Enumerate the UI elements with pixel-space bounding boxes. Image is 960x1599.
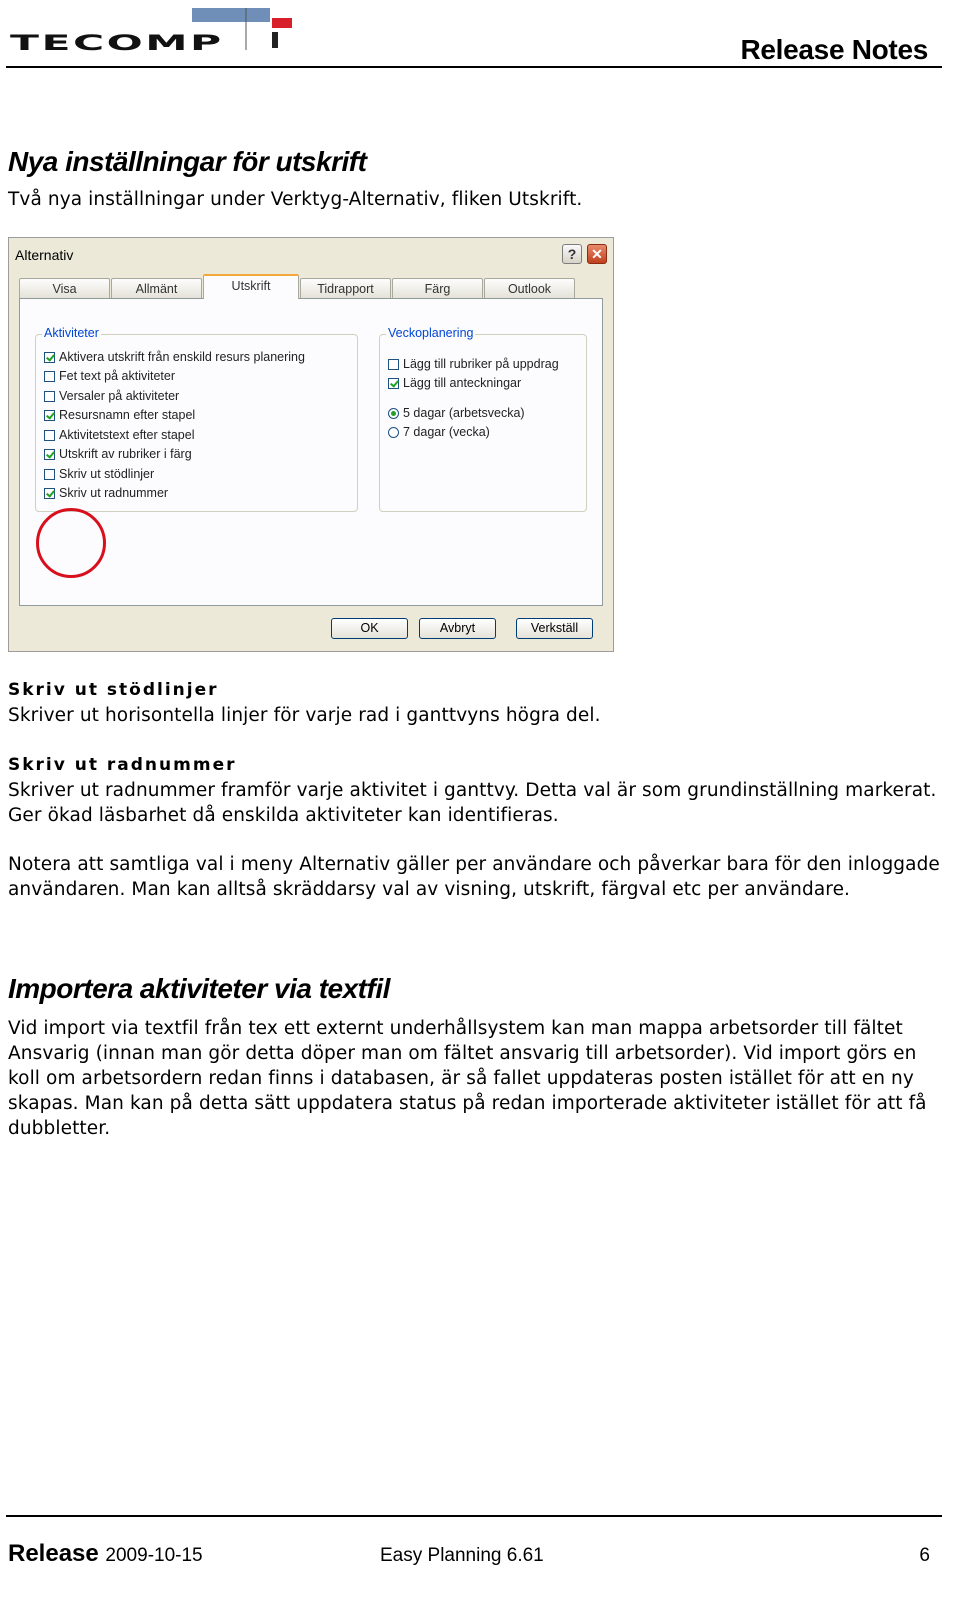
subheading-radnummer: Skriv ut radnummer bbox=[8, 755, 237, 775]
header-title: Release Notes bbox=[740, 34, 928, 65]
option-rubriker-farg[interactable] bbox=[44, 447, 192, 463]
footer-date: 2009-10-15 bbox=[105, 1545, 203, 1566]
apply-button[interactable]: Verkställ bbox=[516, 618, 593, 639]
help-icon[interactable]: ? bbox=[562, 244, 582, 264]
checkbox-icon[interactable] bbox=[44, 352, 55, 363]
footer-product: Easy Planning 6.61 bbox=[380, 1545, 544, 1566]
checkbox-icon[interactable] bbox=[44, 410, 55, 421]
option-rubriker-uppdrag[interactable] bbox=[388, 357, 559, 373]
option-label: Utskrift av rubriker i färg bbox=[59, 447, 192, 461]
checkbox-icon[interactable] bbox=[44, 430, 55, 441]
checkbox-icon[interactable] bbox=[44, 469, 55, 480]
group-title-veckoplanering: Veckoplanering bbox=[388, 326, 474, 340]
subheading-stodlinjer: Skriv ut stödlinjer bbox=[8, 680, 219, 700]
section-heading-print-settings: Nya inställningar för utskrift bbox=[8, 146, 367, 177]
footer-release bbox=[8, 1540, 203, 1568]
option-resursnamn[interactable] bbox=[44, 408, 195, 424]
tab-allmant[interactable]: Allmänt bbox=[111, 278, 202, 298]
ok-button[interactable]: OK bbox=[331, 618, 408, 639]
option-label: Skriv ut stödlinjer bbox=[59, 467, 155, 481]
option-aktivitetstext[interactable] bbox=[44, 428, 194, 444]
highlight-circle bbox=[36, 508, 106, 578]
checkbox-icon[interactable] bbox=[388, 359, 399, 370]
header-divider bbox=[6, 66, 942, 68]
tecomp-logo bbox=[10, 6, 295, 56]
option-fet-text[interactable] bbox=[44, 369, 175, 385]
checkbox-icon[interactable] bbox=[44, 488, 55, 499]
option-label: Aktivitetstext efter stapel bbox=[59, 428, 195, 442]
option-anteckningar[interactable] bbox=[388, 376, 521, 392]
group-aktiviteter bbox=[35, 326, 358, 512]
close-icon[interactable]: ✕ bbox=[587, 244, 607, 264]
note-text: Notera att samtliga val i meny Alternativ gäller per användare och påverkar bara för den inloggade användaren. Man kan alltså skräddarsy val av visning, utskrift, färgval etc per användare. bbox=[8, 854, 940, 900]
text-radnummer: Skriver ut radnummer framför varje aktivitet i ganttvy. Detta val är som grundinställning markerat. Ger ökad läsbarhet då enskilda aktiviteter kan identifieras. bbox=[8, 780, 937, 826]
option-label: Lägg till rubriker på uppdrag bbox=[403, 357, 559, 371]
option-versaler[interactable] bbox=[44, 389, 179, 405]
radio-icon[interactable] bbox=[388, 408, 399, 419]
checkbox-icon[interactable] bbox=[388, 378, 399, 389]
svg-text:TECOMP: TECOMP bbox=[10, 30, 224, 56]
option-radnummer[interactable] bbox=[44, 486, 168, 502]
tab-tidrapport[interactable]: Tidrapport bbox=[300, 278, 391, 298]
footer-divider bbox=[6, 1515, 942, 1517]
page-number: 6 bbox=[919, 1545, 930, 1566]
import-text: Vid import via textfil från tex ett externt underhållsystem kan man mappa arbetsorder till fältet Ansvarig (innan man gör detta döper man om fältet ansvarig till arbetsorder). Vid import görs en koll om arbetsordern redan finns i databasen, är så fallet uppdateras posten istället för att en ny skapas. Man kan på detta sätt uppdatera status på redan importerade aktiviteter istället för att få dubbletter. bbox=[8, 1018, 927, 1139]
option-label: Fet text på aktiviteter bbox=[59, 369, 176, 383]
group-veckoplanering bbox=[379, 326, 587, 512]
cancel-button[interactable]: Avbryt bbox=[419, 618, 496, 639]
tab-panel-utskrift bbox=[19, 298, 603, 606]
option-stodlinjer[interactable] bbox=[44, 467, 154, 483]
dialog-title: Alternativ bbox=[15, 247, 74, 263]
option-label: Versaler på aktiviteter bbox=[59, 389, 180, 403]
option-label: 7 dagar (vecka) bbox=[403, 425, 490, 439]
option-label: Aktivera utskrift från enskild resurs planering bbox=[59, 350, 305, 364]
tab-farg[interactable]: Färg bbox=[392, 278, 483, 298]
section-heading-import: Importera aktiviteter via textfil bbox=[8, 973, 390, 1004]
tab-visa[interactable]: Visa bbox=[19, 278, 110, 298]
checkbox-icon[interactable] bbox=[44, 449, 55, 460]
tab-utskrift[interactable]: Utskrift bbox=[203, 274, 299, 299]
footer-release-label: Release bbox=[8, 1540, 99, 1567]
checkbox-icon[interactable] bbox=[44, 391, 55, 402]
option-aktivera-utskrift[interactable] bbox=[44, 350, 305, 366]
options-dialog bbox=[8, 237, 614, 652]
option-label: Lägg till anteckningar bbox=[403, 376, 522, 390]
option-label: 5 dagar (arbetsvecka) bbox=[403, 406, 525, 420]
tab-outlook[interactable]: Outlook bbox=[484, 278, 575, 298]
radio-7-dagar[interactable] bbox=[388, 425, 490, 441]
group-title-aktiviteter: Aktiviteter bbox=[44, 326, 99, 340]
radio-5-dagar[interactable] bbox=[388, 406, 525, 422]
option-label: Skriv ut radnummer bbox=[59, 486, 169, 500]
text-stodlinjer: Skriver ut horisontella linjer för varje rad i ganttvyns högra del. bbox=[8, 705, 601, 726]
section-intro: Två nya inställningar under Verktyg-Alternativ, fliken Utskrift. bbox=[8, 189, 583, 210]
option-label: Resursnamn efter stapel bbox=[59, 408, 196, 422]
checkbox-icon[interactable] bbox=[44, 371, 55, 382]
radio-icon[interactable] bbox=[388, 427, 399, 438]
